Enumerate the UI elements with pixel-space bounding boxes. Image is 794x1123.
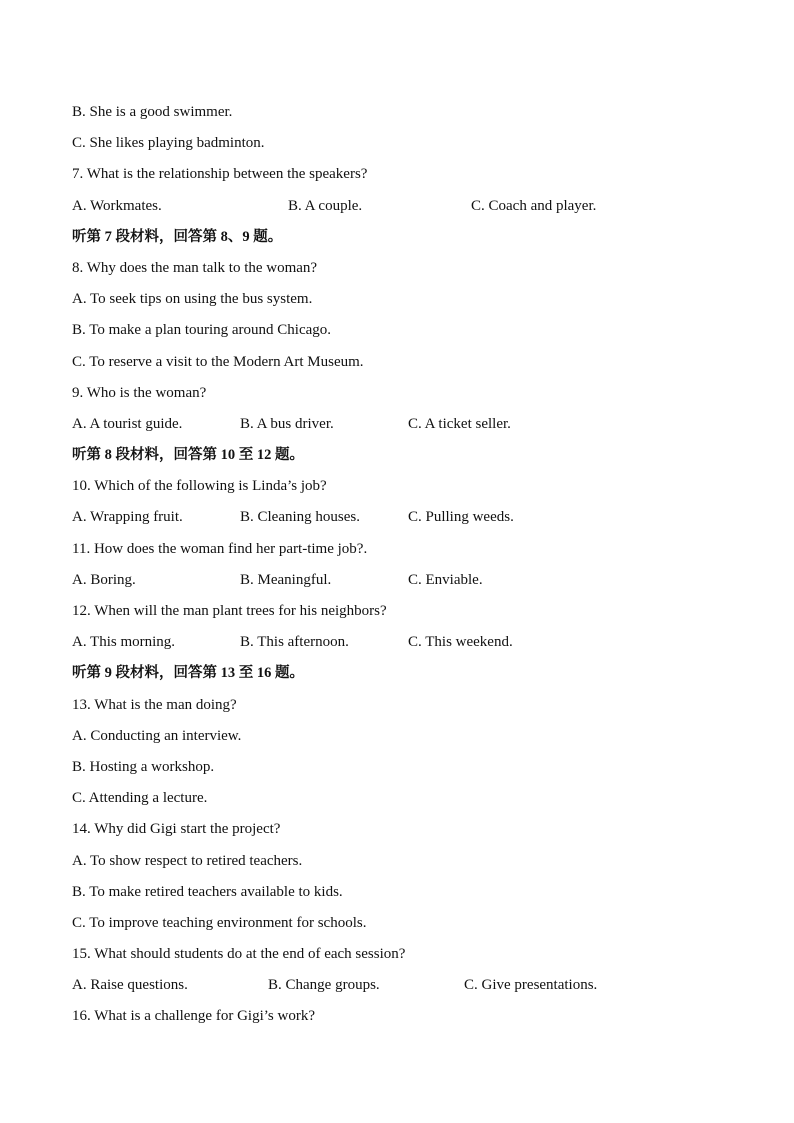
q15-options-row <box>72 973 732 1004</box>
q9-option-b: B. A bus driver. <box>240 415 334 432</box>
q10-question: 10. Which of the following is Linda’s job? <box>72 478 327 495</box>
exam-page <box>72 100 732 1036</box>
q9-options-row <box>72 412 732 443</box>
section-8-heading: 听第 8 段材料，回答第 10 至 12 题。 <box>72 447 304 464</box>
q13-option-b: B. Hosting a workshop. <box>72 758 215 775</box>
q10-option-a: A. Wrapping fruit. <box>72 509 183 526</box>
q14-option-b: B. To make retired teachers available to kids. <box>72 883 343 900</box>
q8-question: 8. Why does the man talk to the woman? <box>72 259 318 276</box>
q10-options-row <box>72 505 732 536</box>
q14-option-c: C. To improve teaching environment for schools. <box>72 914 367 931</box>
section-9-heading: 听第 9 段材料，回答第 13 至 16 题。 <box>72 665 304 682</box>
q13-option-c: C. Attending a lecture. <box>72 790 208 807</box>
q12-question: 12. When will the man plant trees for his neighbors? <box>72 603 387 619</box>
q14-option-a: A. To show respect to retired teachers. <box>72 852 303 869</box>
q15-question: 15. What should students do at the end of each session? <box>72 946 406 963</box>
q11-option-a: A. Boring. <box>72 571 136 588</box>
q9-option-a: A. A tourist guide. <box>72 415 183 432</box>
q15-option-c: C. Give presentations. <box>464 977 598 994</box>
q11-option-b: B. Meaningful. <box>240 571 332 588</box>
q15-option-b: B. Change groups. <box>268 977 380 994</box>
q15-option-a: A. Raise questions. <box>72 977 188 994</box>
q14-question: 14. Why did Gigi start the project? <box>72 821 281 838</box>
q8-option-c: C. To reserve a visit to the Modern Art Museum. <box>72 353 364 370</box>
q6-option-b: B. She is a good swimmer. <box>72 104 233 120</box>
q16-question: 16. What is a challenge for Gigi’s work? <box>72 1008 315 1025</box>
q13-question: 13. What is the man doing? <box>72 696 237 713</box>
q12-option-a: A. This morning. <box>72 634 176 651</box>
q12-option-c: C. This weekend. <box>408 634 513 651</box>
q7-question: 7. What is the relationship between the speakers? <box>72 166 368 183</box>
q7-option-a: A. Workmates. <box>72 197 162 214</box>
q11-question: 11. How does the woman find her part-time job?. <box>72 540 368 557</box>
q7-options-row <box>72 194 732 225</box>
q11-options-row <box>72 568 732 599</box>
q12-options-row <box>72 630 732 661</box>
section-7-heading: 听第 7 段材料，回答第 8、9 题。 <box>72 228 283 245</box>
q12-option-b: B. This afternoon. <box>240 634 349 651</box>
q6-option-c: C. She likes playing badminton. <box>72 135 265 152</box>
q10-option-b: B. Cleaning houses. <box>240 509 360 526</box>
q8-option-b: B. To make a plan touring around Chicago. <box>72 322 332 339</box>
q8-option-a: A. To seek tips on using the bus system. <box>72 291 313 308</box>
q11-option-c: C. Enviable. <box>408 571 483 588</box>
q9-option-c: C. A ticket seller. <box>408 415 511 432</box>
q13-option-a: A. Conducting an interview. <box>72 727 242 744</box>
q9-question: 9. Who is the woman? <box>72 384 207 401</box>
q10-option-c: C. Pulling weeds. <box>408 509 514 526</box>
q7-option-b: B. A couple. <box>288 197 363 214</box>
q7-option-c: C. Coach and player. <box>471 197 597 214</box>
